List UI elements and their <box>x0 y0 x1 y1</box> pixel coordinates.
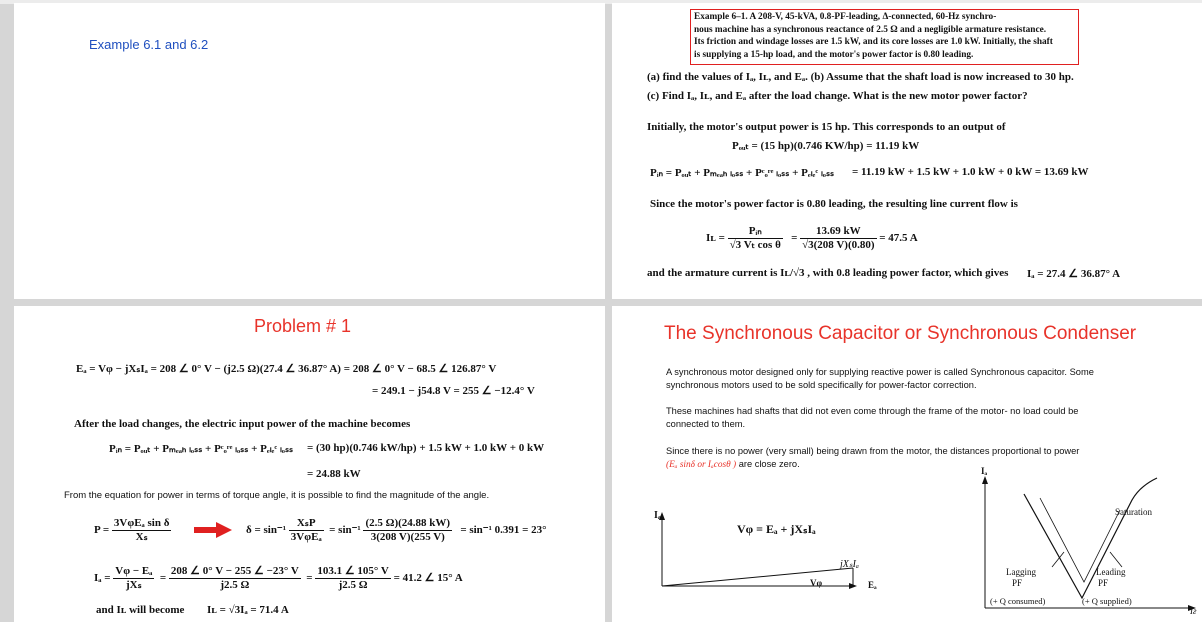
pin-lhs: Pᵢₙ = Pₒᵤₜ + Pₘₑₐₕ ₗₒₛₛ + Pᶜₒʳᵉ ₗₒₛₛ + Pₑₗₑᶜ ₗₒₛₛ <box>109 443 294 455</box>
paragraph-line: Since there is no power (very small) being drawn from the motor, the distances proportional to power <box>666 446 1080 456</box>
il-frac1-den: √3 Vₜ cos θ <box>729 238 781 251</box>
label-jxsia: jXₛIₐ <box>840 559 859 570</box>
box-line: is supplying a 15-hp load, and the motor's power factor is 0.80 leading. <box>694 49 974 60</box>
slide-title: Example 6.1 and 6.2 <box>89 37 209 52</box>
paragraph-line: A synchronous motor designed only for supplying reactive power is called Synchronous capacitor. Some <box>666 367 1094 377</box>
label-saturation: Saturation <box>1115 507 1152 517</box>
initially-text: Initially, the motor's output power is 15 hp. This corresponds to an output of <box>647 121 1006 133</box>
question-c: (c) Find Iₐ, Iʟ, and Eₐ after the load change. What is the new motor power factor? <box>647 90 1028 102</box>
label-vphi: Vφ <box>810 578 823 588</box>
example-box <box>690 9 1079 65</box>
delta-eq2: = sin⁻¹ <box>329 524 361 536</box>
il-frac2-num: 13.69 kW <box>800 225 876 239</box>
delta-den: 3VφEₐ <box>290 530 322 543</box>
il-text: and Iʟ will become <box>96 604 185 616</box>
curve-ia-axis: Iₐ <box>981 466 988 476</box>
delta-num2: (2.5 Ω)(24.88 kW) <box>365 516 451 529</box>
delta-lhs: δ = sin⁻¹ <box>246 524 287 536</box>
il-result: = 47.5 A <box>879 232 918 244</box>
after-text: After the load changes, the electric input power of the machine becomes <box>74 418 411 430</box>
arrow-right-icon <box>194 522 232 538</box>
power-equation <box>94 515 171 545</box>
ea-equation-line2: = 249.1 − j54.8 V = 255 ∠ −12.4° V <box>372 385 535 397</box>
armature-text: and the armature current is Iʟ/√3 , with 0.8 leading power factor, which gives <box>647 267 1009 279</box>
il-lhs: Iʟ = <box>706 232 725 244</box>
p-den: Xₛ <box>135 530 148 543</box>
box-line: nous machine has a synchronous reactance of 2.5 Ω and a negligible armature resistance. <box>694 24 1047 35</box>
paragraph-line: synchronous motors used to be sold specifically for power-factor correction. <box>666 380 977 390</box>
label-ia: Iₐ <box>654 510 661 521</box>
ia-num: Vφ − Eₐ <box>115 564 153 577</box>
box-line: Its friction and windage losses are 1.5 kW, and its core losses are 1.0 kW. Initially, the shaft <box>694 37 1053 47</box>
label-pf-lagging: PF <box>1012 578 1023 588</box>
since-text: Since the motor's power factor is 0.80 leading, the resulting line current flow is <box>650 198 1018 210</box>
ia-num3: 103.1 ∠ 105° V <box>317 564 389 577</box>
p-num: 3VφEₐ sin δ <box>113 516 170 529</box>
paragraph-text: are close zero. <box>736 459 800 469</box>
ia-den2: j2.5 Ω <box>220 578 250 591</box>
slide-thumbnail-2[interactable] <box>612 3 1202 299</box>
ea-equation-line1: Eₐ = Vφ − jXₛIₐ = 208 ∠ 0° V − (j2.5 Ω)(27.4 ∠ 36.87° A) = 208 ∠ 0° V − 68.5 ∠ 126.87° V <box>76 363 497 375</box>
from-text: From the equation for power in terms of torque angle, it is possible to find the magnitude of the angle. <box>64 490 490 501</box>
il-equals: = <box>791 232 798 244</box>
paragraph-3 <box>666 445 1079 472</box>
ia-num2: 208 ∠ 0° V − 255 ∠ −23° V <box>170 564 299 577</box>
label-ea: Eₐ <box>868 580 877 590</box>
slide-thumbnail-3[interactable] <box>14 306 605 622</box>
il-frac2-den: √3(208 V)(0.80) <box>802 238 875 251</box>
line-current-equation <box>706 223 918 253</box>
ia-equation: Iₐ = $\frac{\text{Vφ − Eₐ}}{\text{jXₛ}}$ = $\frac{208 \angle 0^\circ V - 255 \angle -23^\circ V}{j2.5 \Omega}$ = $\frac{103.1 \angle 105^\circ V}{j2.5 \Omega}$ = 41.2 ∠ 15° A <box>94 564 463 591</box>
phasor-equation: Vφ = Eₐ + jXₛIₐ <box>737 522 816 536</box>
slide-thumbnail-4[interactable] <box>612 306 1202 622</box>
question-ab: (a) find the values of Iₐ, Iʟ, and Eₐ. (b) Assume that the shaft load is now increased to 30 hp. <box>647 71 1074 83</box>
pout-equation: Pₒᵤₜ = (15 hp)(0.746 KW/hp) = 11.19 kW <box>732 140 920 152</box>
label-q-consumed: (+ Q consumed) <box>990 596 1046 606</box>
ia-result: Iₐ = 27.4 ∠ 36.87° A <box>1027 268 1121 280</box>
delta-den2: 3(208 V)(255 V) <box>370 530 445 543</box>
ia-lhs: Iₐ = <box>94 572 111 584</box>
label-q-supplied: (+ Q supplied) <box>1082 596 1132 606</box>
ia-den: jXₛ <box>125 578 142 591</box>
label-lagging: Lagging <box>1006 567 1036 577</box>
label-if-axis: Iғ <box>1190 606 1197 616</box>
delta-num: XₛP <box>289 517 324 531</box>
pin-equation-lhs: Pᵢₙ = Pₒᵤₜ + Pₘₑₐₕ ₗₒₛₛ + Pᶜₒʳᵉ ₗₒₛₛ + Pₑₗₑᶜ ₗₒₛₛ <box>650 167 835 179</box>
label-pf-leading: PF <box>1098 578 1109 588</box>
ia-result: = 41.2 ∠ 15° A <box>393 572 463 584</box>
il-equation: Iʟ = √3Iₐ = 71.4 A <box>207 604 289 616</box>
delta-result: = sin⁻¹ 0.391 = 23° <box>460 524 547 536</box>
v-curve <box>1024 478 1157 598</box>
slide-thumbnail-1[interactable] <box>14 3 605 299</box>
slide-title: Problem # 1 <box>254 316 352 336</box>
paragraph-line: connected to them. <box>666 419 746 429</box>
delta-equation <box>246 515 547 545</box>
label-leading: Leading <box>1096 567 1126 577</box>
p-lhs: P = <box>94 524 110 536</box>
paragraph-1 <box>666 366 1094 392</box>
pin-rhs: = (30 hp)(0.746 kW/hp) + 1.5 kW + 1.0 kW + 0 kW <box>307 442 545 454</box>
paragraph-line: These machines had shafts that did not even come through the frame of the motor- no load could be <box>666 406 1079 416</box>
box-line: Example 6–1. A 208-V, 45-kVA, 0.8-PF-leading, Δ-connected, 60-Hz synchro- <box>694 12 997 22</box>
ea-phasor-line <box>662 568 853 586</box>
paragraph-math: (Eₐ sinδ or Iₐcosθ ) <box>666 460 737 470</box>
pin-equation-rhs: = 11.19 kW + 1.5 kW + 1.0 kW + 0 kW = 13.69 kW <box>852 166 1089 178</box>
leading-pointer <box>1110 552 1122 567</box>
ia-den3: j2.5 Ω <box>338 578 368 591</box>
paragraph-2 <box>666 405 1078 431</box>
arrow-up-icon <box>982 476 988 484</box>
il-frac1-num: Pᵢₙ <box>728 225 783 239</box>
pin-total: = 24.88 kW <box>307 468 361 480</box>
slide-title: The Synchronous Capacitor or Synchronous Condenser <box>664 323 1137 344</box>
